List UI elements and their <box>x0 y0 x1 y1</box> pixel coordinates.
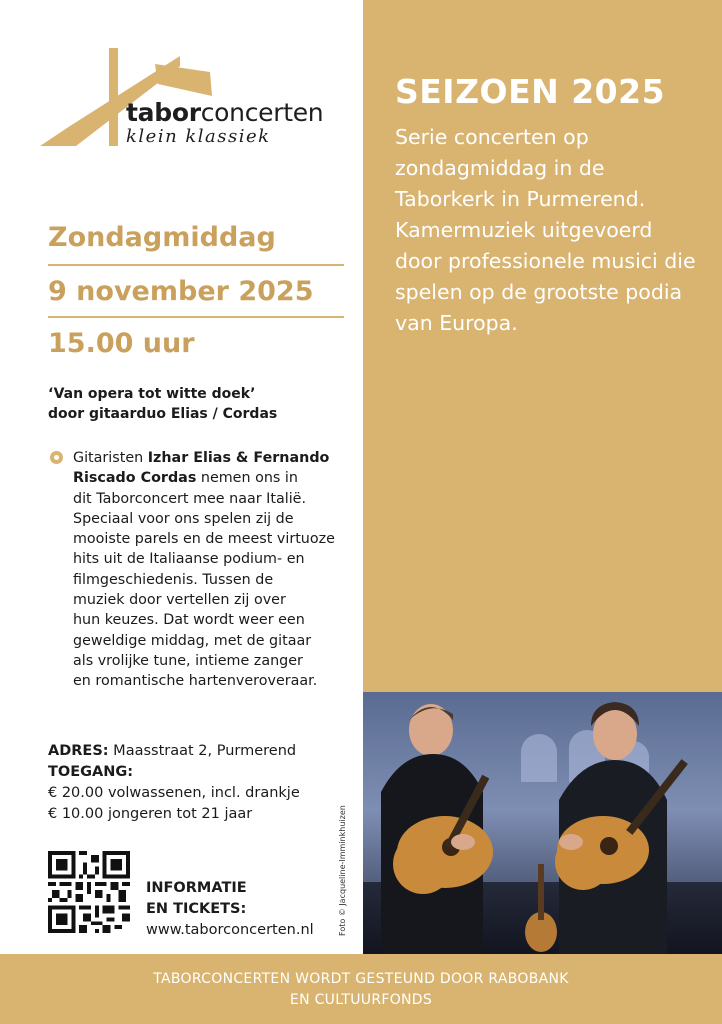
photo-credit: Foto © Jacqueline-Imminkhuizen <box>338 805 347 936</box>
sponsor-footer: TABORCONCERTEN WORDT GESTEUND DOOR RABOBANK EN CULTUURFONDS <box>0 954 722 1024</box>
season-title: SEIZOEN 2025 <box>395 72 666 111</box>
logo-tagline: klein klassiek <box>126 126 271 147</box>
qr-code-icon[interactable] <box>48 851 130 933</box>
website-link[interactable]: www.taborconcerten.nl <box>146 922 314 938</box>
concert-subtitle: ‘Van opera tot witte doek’ door gitaarduo Elias / Cordas <box>48 386 278 422</box>
season-description: Serie concerten op zondagmiddag in de Taborkerk in Purmerend. Kamermuziek uitgevoerd door professionele musici die spelen op de grootste podia van Europa. <box>395 125 696 335</box>
divider <box>48 264 344 266</box>
address-block: ADRES: Maasstraat 2, Purmerend TOEGANG: € 20.00 volwassenen, incl. drankje € 10.00 jongeren tot 21 jaar <box>48 743 300 822</box>
event-date: 9 november 2025 <box>48 276 314 307</box>
logo-wordmark: taborconcerten <box>126 98 324 127</box>
divider <box>48 316 344 318</box>
event-time: 15.00 uur <box>48 328 195 359</box>
event-day: Zondagmiddag <box>48 222 276 253</box>
bullet-icon <box>50 451 63 464</box>
duo-photo <box>363 692 722 954</box>
concert-description: Gitaristen Izhar Elias & Fernando Riscado Cordas nemen ons in dit Taborconcert mee naar Italië. Speciaal voor ons spelen zij de mooiste parels en de meest virtuoze hits uit de Italiaanse podium- en filmgeschiedenis. Tussen de muziek door vertellen zij over hun keuzes. Dat wordt weer een geweldige middag, met de gitaar als vrolijke tune, intieme zanger en romantische hartenveroveraar. <box>73 450 335 690</box>
info-block: INFORMATIE EN TICKETS: www.taborconcerten.nl <box>146 880 314 938</box>
